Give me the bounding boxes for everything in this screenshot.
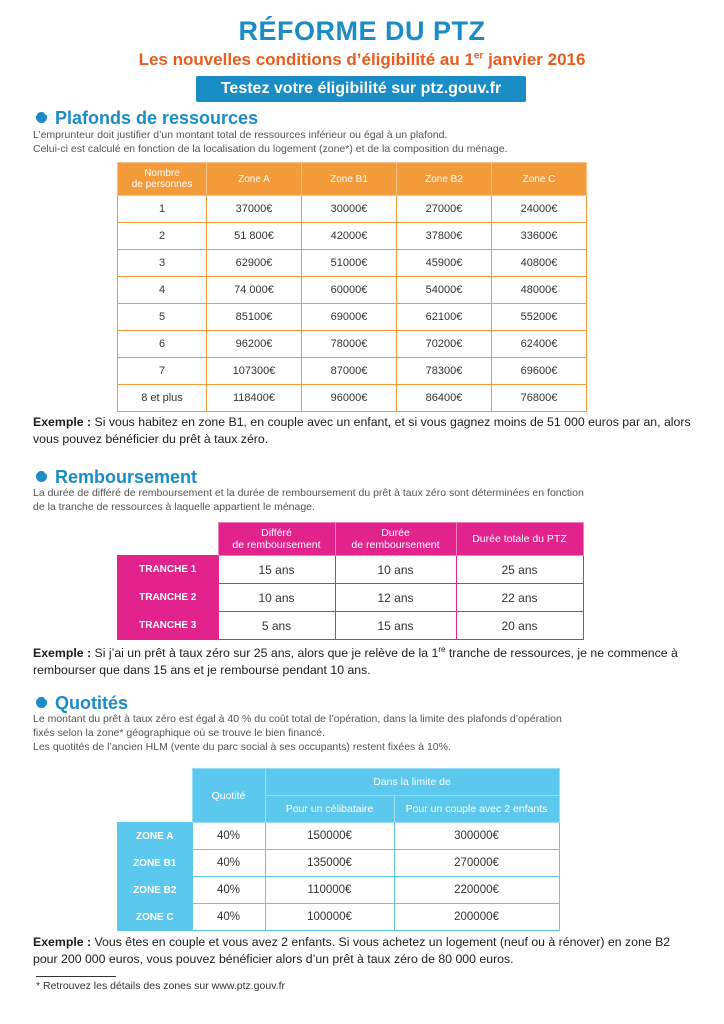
header-duree-totale: Durée totale du PTZ [456, 523, 583, 556]
header-couple: Pour un couple avec 2 enfants [394, 796, 559, 823]
table-row [118, 223, 587, 250]
table-cell: 48000€ [492, 277, 587, 304]
table-cell: 15 ans [218, 556, 335, 584]
table-cell: 76800€ [492, 385, 587, 412]
table-cell: 12 ans [335, 584, 456, 612]
example-quotites: Exemple : Vous êtes en couple et vous avez 2 enfants. Si vous achetez un logement (neuf ou à rénover) en zone B2 pour 200 000 euros, vous pouvez bénéficier alors d’un prêt à taux zéro de 80 000 euros. [33, 935, 671, 966]
table-row [118, 823, 560, 850]
bullet-icon [36, 697, 47, 708]
section-quotites-title: Quotités [36, 693, 128, 714]
row-header: 8 et plus [118, 385, 207, 412]
row-header: 1 [118, 196, 207, 223]
table-cell: 200000€ [394, 904, 559, 931]
header-duree: Durée de remboursement [335, 523, 456, 556]
table-row [118, 304, 587, 331]
section-quotites-intro: Le montant du prêt à taux zéro est égal à 40 % du coût total de l’opération, dans la limite des plafonds d’opération fixés selon la zone* géographique où se trouve le bien financé. Les quotités de l’ancien HLM (vente du parc social à ses occupants) restent fixées à 10%. [33, 713, 562, 753]
row-header: ZONE C [118, 904, 193, 931]
table-cell: 135000€ [265, 850, 394, 877]
header-zone: Zone A [207, 163, 302, 196]
table-cell: 22 ans [456, 584, 583, 612]
table-cell: 62400€ [492, 331, 587, 358]
section-plafonds-title: Plafonds de ressources [36, 108, 258, 129]
table-row [118, 358, 587, 385]
row-header: 3 [118, 250, 207, 277]
example-plafonds: Exemple : Si vous habitez en zone B1, en couple avec un enfant, et si vous gagnez moins de 51 000 euros par an, alors vous pouvez bénéficier du prêt à taux zéro. [33, 415, 691, 446]
table-cell: 40% [192, 877, 265, 904]
table-cell: 55200€ [492, 304, 587, 331]
table-row [118, 385, 587, 412]
bullet-icon [36, 471, 47, 482]
table-row [118, 277, 587, 304]
footnote: * Retrouvez les détails des zones sur www.ptz.gouv.fr [36, 980, 286, 992]
bullet-icon [36, 112, 47, 123]
section-remboursement-intro: La durée de différé de remboursement et la durée de remboursement du prêt à taux zéro sont déterminées en fonction de la tranche de ressources à laquelle appartient le ménage. [33, 487, 584, 513]
row-header: ZONE A [118, 823, 193, 850]
table-cell: 87000€ [302, 358, 397, 385]
table-cell: 45900€ [397, 250, 492, 277]
table-cell: 220000€ [394, 877, 559, 904]
table-cell: 10 ans [218, 584, 335, 612]
table-cell: 30000€ [302, 196, 397, 223]
header-nombre-personnes: Nombre de personnes [118, 163, 207, 196]
table-row [118, 877, 560, 904]
table-row [118, 584, 584, 612]
table-cell: 62900€ [207, 250, 302, 277]
table-cell: 37000€ [207, 196, 302, 223]
table-cell: 110000€ [265, 877, 394, 904]
table-cell: 5 ans [218, 612, 335, 640]
section-remboursement-title: Remboursement [36, 467, 197, 488]
table-cell: 70200€ [397, 331, 492, 358]
row-header: 6 [118, 331, 207, 358]
table-cell: 40800€ [492, 250, 587, 277]
page-title: RÉFORME DU PTZ [238, 16, 486, 46]
table-cell: 15 ans [335, 612, 456, 640]
table-cell: 51 800€ [207, 223, 302, 250]
table-row [118, 850, 560, 877]
row-header: ZONE B2 [118, 877, 193, 904]
eligibility-banner[interactable]: Testez votre éligibilité sur ptz.gouv.fr [196, 76, 526, 102]
table-cell: 25 ans [456, 556, 583, 584]
table-cell: 85100€ [207, 304, 302, 331]
table-cell: 27000€ [397, 196, 492, 223]
table-cell: 42000€ [302, 223, 397, 250]
header-differe: Différé de remboursement [218, 523, 335, 556]
quotites-table [117, 768, 560, 931]
table-cell: 33600€ [492, 223, 587, 250]
header-limite: Dans la limite de [265, 769, 559, 796]
table-cell: 20 ans [456, 612, 583, 640]
table-cell: 74 000€ [207, 277, 302, 304]
table-cell: 100000€ [265, 904, 394, 931]
header-celibataire: Pour un célibataire [265, 796, 394, 823]
plafonds-table-body [118, 196, 587, 412]
footnote-rule [36, 976, 116, 977]
table-cell: 40% [192, 904, 265, 931]
header-quotite: Quotité [192, 769, 265, 823]
row-header: TRANCHE 3 [118, 612, 219, 640]
table-cell: 86400€ [397, 385, 492, 412]
table-cell: 118400€ [207, 385, 302, 412]
table-cell: 107300€ [207, 358, 302, 385]
header-zone: Zone B1 [302, 163, 397, 196]
table-row [118, 331, 587, 358]
row-header: 4 [118, 277, 207, 304]
row-header: ZONE B1 [118, 850, 193, 877]
plafonds-table [117, 162, 587, 412]
empty-header [118, 523, 219, 556]
table-cell: 40% [192, 823, 265, 850]
table-cell: 40% [192, 850, 265, 877]
table-cell: 69000€ [302, 304, 397, 331]
table-cell: 60000€ [302, 277, 397, 304]
table-cell: 96200€ [207, 331, 302, 358]
quotites-table-body [118, 823, 560, 931]
table-cell: 69600€ [492, 358, 587, 385]
remboursement-table [117, 522, 584, 640]
table-cell: 10 ans [335, 556, 456, 584]
row-header: TRANCHE 1 [118, 556, 219, 584]
section-plafonds-intro: L’emprunteur doit justifier d’un montant total de ressources inférieur ou égal à un plafond. Celui-ci est calculé en fonction de la localisation du logement (zone*) et de la composition du ménage. [33, 129, 508, 155]
table-cell: 150000€ [265, 823, 394, 850]
table-cell: 78300€ [397, 358, 492, 385]
row-header: TRANCHE 2 [118, 584, 219, 612]
table-cell: 96000€ [302, 385, 397, 412]
table-cell: 300000€ [394, 823, 559, 850]
row-header: 2 [118, 223, 207, 250]
table-cell: 62100€ [397, 304, 492, 331]
table-cell: 54000€ [397, 277, 492, 304]
table-row [118, 196, 587, 223]
header-zone: Zone C [492, 163, 587, 196]
page-subtitle: Les nouvelles conditions d’éligibilité au 1er janvier 2016 [138, 50, 586, 69]
table-row [118, 904, 560, 931]
table-row [118, 612, 584, 640]
row-header: 5 [118, 304, 207, 331]
table-cell: 51000€ [302, 250, 397, 277]
table-cell: 37800€ [397, 223, 492, 250]
header-zone: Zone B2 [397, 163, 492, 196]
table-row [118, 556, 584, 584]
table-cell: 78000€ [302, 331, 397, 358]
table-row [118, 250, 587, 277]
example-remboursement: Exemple : Si j’ai un prêt à taux zéro sur 25 ans, alors que je relève de la 1re tranche de ressources, je ne commence à rembourser que dans 15 ans et je rembourse pendant 10 ans. [33, 645, 678, 678]
remboursement-table-body [118, 556, 584, 640]
table-cell: 270000€ [394, 850, 559, 877]
empty-header [118, 769, 193, 823]
row-header: 7 [118, 358, 207, 385]
table-cell: 24000€ [492, 196, 587, 223]
